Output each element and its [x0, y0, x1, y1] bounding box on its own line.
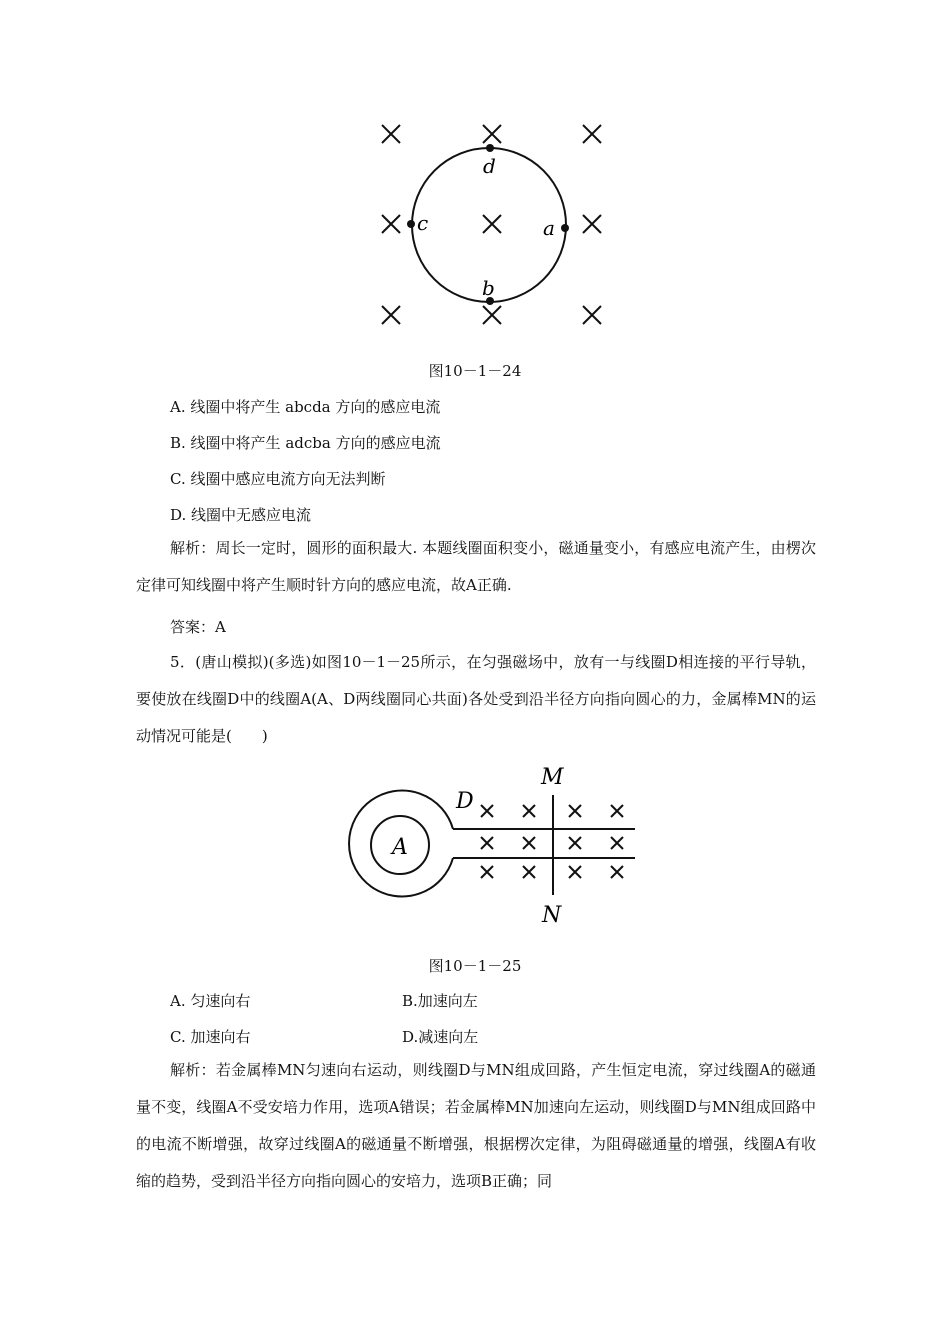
field-cross-icon [583, 215, 601, 233]
q5-option-d: D.减速向左 [402, 1028, 479, 1046]
figure-circle-coil [370, 115, 620, 335]
field-cross-icon [483, 125, 501, 143]
field-cross-icon [611, 805, 623, 817]
q4-answer: 答案：A [170, 618, 226, 636]
q5-option-b: B.加速向左 [402, 992, 478, 1010]
field-cross-icon [611, 866, 623, 878]
field-cross-icon [481, 805, 493, 817]
label-a: A [392, 835, 408, 860]
q4-option-b: B. 线圈中将产生 adcba 方向的感应电流 [170, 434, 441, 452]
figure-rail-coil [340, 760, 650, 930]
field-cross-icon [483, 306, 501, 324]
label-n: N [542, 903, 562, 928]
field-cross-icon [523, 837, 535, 849]
field-cross-icon [569, 866, 581, 878]
field-cross-icon [523, 805, 535, 817]
point-c [407, 220, 415, 228]
field-cross-icon [611, 837, 623, 849]
label-d: D [456, 789, 474, 814]
q5-stem: 5．(唐山模拟)(多选)如图10－1－25所示，在匀强磁场中，放有一与线圈D相连接的平行导轨，要使放在线圈D中的线圈A(A、D两线圈同心共面)各处受到沿半径方向指向圆心的力，金属棒MN的运动情况可能是( ) [136, 653, 816, 745]
point-d [486, 144, 494, 152]
q4-option-a: A. 线圈中将产生 abcda 方向的感应电流 [170, 398, 441, 416]
field-cross-icon [583, 125, 601, 143]
field-cross-icon [382, 215, 400, 233]
field-cross-icon [523, 866, 535, 878]
q5-option-a: A. 匀速向右 [170, 992, 251, 1010]
field-cross-icon [382, 306, 400, 324]
figure-caption-2: 图10－1－25 [428, 957, 522, 975]
q5-analysis: 解析：若金属棒MN匀速向右运动，则线圈D与MN组成回路，产生恒定电流，穿过线圈A的磁通量不变，线圈A不受安培力作用，选项A错误；若金属棒MN加速向左运动，则线圈D与MN组成回路中的电流不断增强，故穿过线圈A的磁通量不断增强，根据楞次定律，为阻碍磁通量的增强，线圈A有收缩的趋势，受到沿半径方向指向圆心的安培力，选项B正确；同 [136, 1061, 816, 1190]
label-b: b [482, 276, 495, 300]
field-cross-icon [481, 866, 493, 878]
field-cross-icon [569, 837, 581, 849]
field-cross-icon [583, 306, 601, 324]
q4-option-c: C. 线圈中感应电流方向无法判断 [170, 470, 386, 488]
figure-caption-1: 图10－1－24 [428, 362, 522, 380]
q5-option-c: C. 加速向右 [170, 1028, 251, 1046]
field-cross-icon [382, 125, 400, 143]
point-a [561, 224, 569, 232]
q4-option-d: D. 线圈中无感应电流 [170, 506, 312, 524]
label-c: c [417, 211, 429, 235]
label-d: d [483, 154, 496, 178]
field-cross-icon [481, 837, 493, 849]
label-m: M [541, 765, 564, 790]
q4-analysis: 解析：周长一定时，圆形的面积最大. 本题线圈面积变小，磁通量变小，有感应电流产生，由楞次定律可知线圈中将产生顺时针方向的感应电流，故A正确. [136, 539, 816, 594]
label-a: a [543, 216, 555, 240]
field-cross-icon [569, 805, 581, 817]
field-cross-icon [483, 215, 501, 233]
